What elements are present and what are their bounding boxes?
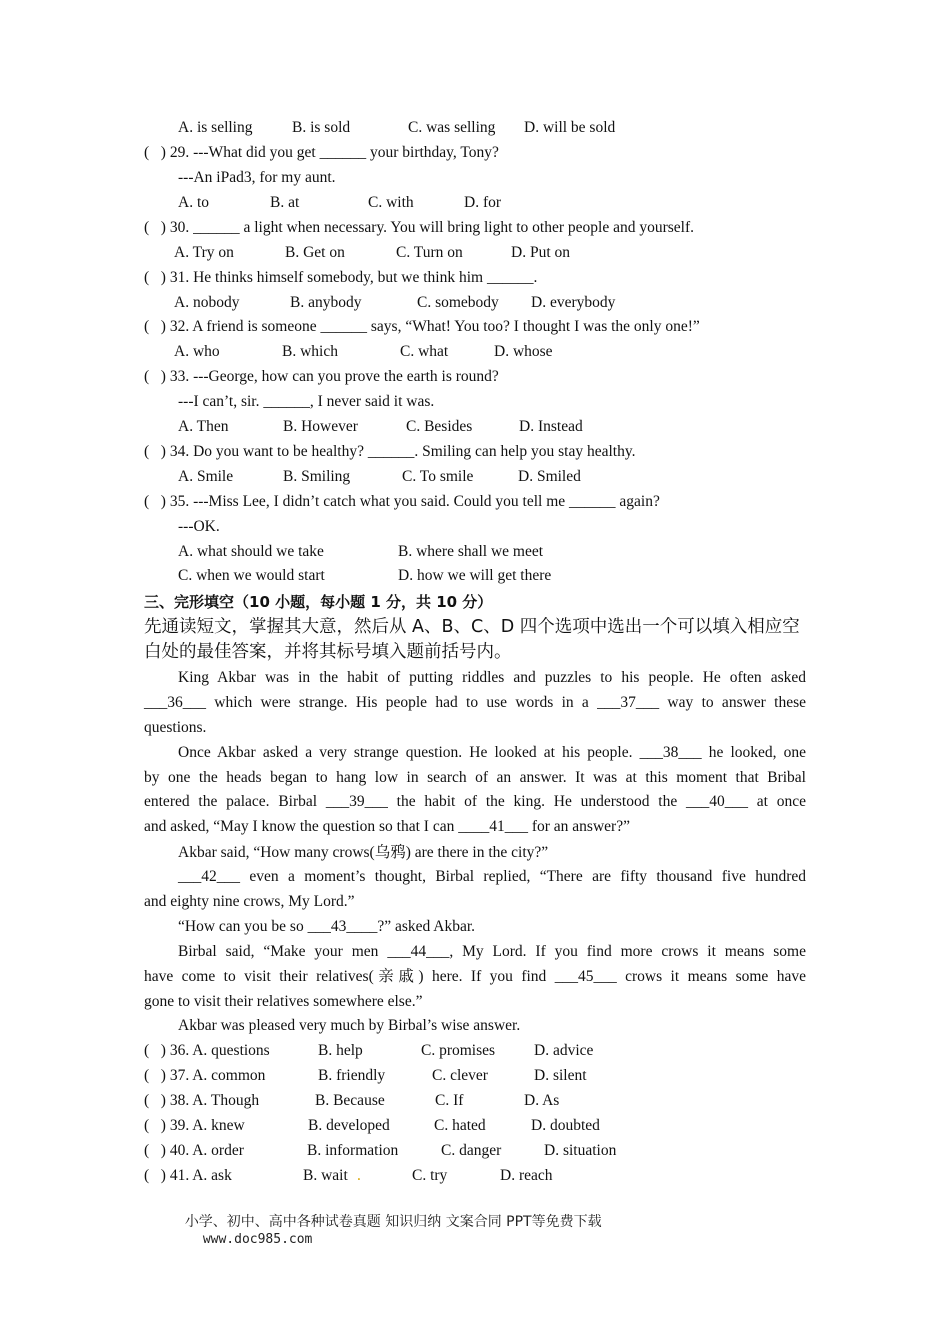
q36-option-d: D. advice bbox=[534, 1042, 594, 1059]
passage-line: have come to visit their relatives(亲戚) here. If you find ___45___ crows it means some have bbox=[144, 968, 806, 985]
q29-option-d: D. for bbox=[464, 194, 502, 211]
q41-option-d: D. reach bbox=[500, 1167, 553, 1184]
q28-option-a: A. is selling bbox=[178, 119, 253, 136]
q28-option-c: C. was selling bbox=[408, 119, 496, 136]
passage-line: gone to visit their relatives somewhere else.” bbox=[144, 993, 423, 1010]
q35-stem: ( ) 35. ---Miss Lee, I didn’t catch what you said. Could you tell me ______ again? bbox=[144, 493, 660, 510]
q38-option-b: B. Because bbox=[315, 1092, 385, 1109]
section-instruction: 先通读短文，掌握其大意，然后从 A、B、C、D 四个选项中选出一个可以填入相应空白处的最佳答案，并将其标号填入题前括号内。 bbox=[144, 617, 800, 662]
q34-stem: ( ) 34. Do you want to be healthy? ______. Smiling can help you stay healthy. bbox=[144, 443, 636, 460]
q33-option-a: A. Then bbox=[178, 418, 229, 435]
q38-option-d: D. As bbox=[524, 1092, 560, 1109]
q29-reply: ---An iPad3, for my aunt. bbox=[178, 169, 336, 186]
q36-stem: ( ) 36. A. questions bbox=[144, 1042, 270, 1059]
q28-option-b: B. is sold bbox=[292, 119, 351, 136]
q32-option-a: A. who bbox=[174, 343, 220, 360]
q31-option-d: D. everybody bbox=[531, 294, 616, 311]
q36-option-b: B. help bbox=[318, 1042, 363, 1059]
q38-option-c: C. If bbox=[435, 1092, 464, 1109]
q35-option-d: D. how we will get there bbox=[398, 567, 552, 584]
passage-line: Birbal said, “Make your men ___44___, My Lord. If you find more crows it means some bbox=[178, 943, 806, 960]
q34-option-a: A. Smile bbox=[178, 468, 234, 485]
q35-option-b: B. where shall we meet bbox=[398, 543, 544, 560]
passage-line: by one the heads began to hang low in search of an answer. It was at this moment that Bribal bbox=[144, 769, 806, 786]
q36-option-c: C. promises bbox=[421, 1042, 496, 1059]
q40-stem: ( ) 40. A. order bbox=[144, 1142, 244, 1159]
page-footer bbox=[167, 1195, 602, 1263]
q34-option-d: D. Smiled bbox=[518, 468, 581, 485]
q33-option-b: B. However bbox=[283, 418, 358, 435]
q38-stem: ( ) 38. A. Though bbox=[144, 1092, 260, 1109]
q37-option-d: D. silent bbox=[534, 1067, 587, 1084]
q31-option-b: B. anybody bbox=[290, 294, 362, 311]
q39-stem: ( ) 39. A. knew bbox=[144, 1117, 245, 1134]
q32-stem: ( ) 32. A friend is someone ______ says, “What! You too? I thought I was the only one!” bbox=[144, 318, 700, 335]
q30-option-d: D. Put on bbox=[511, 244, 570, 261]
passage-line: King Akbar was in the habit of putting riddles and puzzles to his people. He often asked bbox=[178, 669, 806, 686]
q40-option-d: D. situation bbox=[544, 1142, 617, 1159]
passage-line: Once Akbar asked a very strange question. He looked at his people. ___38___ he looked, one bbox=[178, 744, 806, 761]
q30-option-b: B. Get on bbox=[285, 244, 345, 261]
q31-stem: ( ) 31. He thinks himself somebody, but we think him ______. bbox=[144, 269, 538, 286]
q32-option-c: C. what bbox=[400, 343, 449, 360]
q29-option-a: A. to bbox=[178, 194, 209, 211]
q41-option-c: C. try bbox=[412, 1167, 448, 1184]
passage-line: and eighty nine crows, My Lord.” bbox=[144, 893, 355, 910]
q28-option-d: D. will be sold bbox=[524, 119, 616, 136]
q37-option-b: B. friendly bbox=[318, 1067, 386, 1084]
q34-option-c: C. To smile bbox=[402, 468, 474, 485]
footer-url[interactable]: www.doc985.com bbox=[202, 1232, 313, 1247]
q32-option-d: D. whose bbox=[494, 343, 553, 360]
q30-option-a: A. Try on bbox=[174, 244, 234, 261]
q35-reply: ---OK. bbox=[178, 518, 220, 535]
q31-option-c: C. somebody bbox=[417, 294, 499, 311]
q33-stem: ( ) 33. ---George, how can you prove the earth is round? bbox=[144, 368, 499, 385]
section-heading: 三、完形填空（10 小题，每小题 1 分，共 10 分） bbox=[144, 593, 493, 611]
q41-stem: ( ) 41. A. ask bbox=[144, 1167, 232, 1184]
passage-line: and asked, “May I know the question so that I can ____41___ for an answer?” bbox=[144, 818, 630, 835]
q33-option-c: C. Besides bbox=[406, 418, 473, 435]
q30-stem: ( ) 30. ______ a light when necessary. You will bring light to other people and yourself. bbox=[144, 219, 695, 236]
q39-option-b: B. developed bbox=[308, 1117, 390, 1134]
passage-line: ___36___ which were strange. His people had to use words in a ___37___ way to answer these bbox=[144, 694, 806, 711]
passage-line: questions. bbox=[144, 719, 207, 736]
q35-option-c: C. when we would start bbox=[178, 567, 325, 584]
q39-option-d: D. doubted bbox=[531, 1117, 600, 1134]
q32-option-b: B. which bbox=[282, 343, 338, 360]
passage-line: ___42___ even a moment’s thought, Birbal replied, “There are fifty thousand five hundred bbox=[178, 868, 806, 885]
q37-option-c: C. clever bbox=[432, 1067, 488, 1084]
q30-option-c: C. Turn on bbox=[396, 244, 463, 261]
passage-line: Akbar was pleased very much by Birbal’s wise answer. bbox=[178, 1017, 521, 1034]
passage-line: Akbar said, “How many crows(乌鸦) are there in the city?” bbox=[178, 844, 549, 861]
q40-option-b: B. information bbox=[307, 1142, 399, 1159]
q33-option-d: D. Instead bbox=[519, 418, 583, 435]
q31-option-a: A. nobody bbox=[174, 294, 240, 311]
passage-line: entered the palace. Birbal ___39___ the habit of the king. He understood the ___40___ at once bbox=[144, 793, 806, 810]
q29-option-c: C. with bbox=[368, 194, 414, 211]
q29-option-b: B. at bbox=[270, 194, 300, 211]
q33-reply: ---I can’t, sir. ______, I never said it was. bbox=[178, 393, 435, 410]
q39-option-c: C. hated bbox=[434, 1117, 486, 1134]
q37-stem: ( ) 37. A. common bbox=[144, 1067, 266, 1084]
q34-option-b: B. Smiling bbox=[283, 468, 351, 485]
q41-option-b: B. wait bbox=[303, 1167, 348, 1184]
q40-option-c: C. danger bbox=[441, 1142, 502, 1159]
q35-option-a: A. what should we take bbox=[178, 543, 324, 560]
q29-stem: ( ) 29. ---What did you get ______ your birthday, Tony? bbox=[144, 144, 499, 161]
passage-line: “How can you be so ___43____?” asked Akbar. bbox=[178, 918, 476, 935]
stray-dot-mark: . bbox=[357, 1167, 361, 1184]
footer-text: 小学、初中、高中各种试卷真题 知识归纳 文案合同 PPT等免费下载 bbox=[184, 1214, 602, 1230]
